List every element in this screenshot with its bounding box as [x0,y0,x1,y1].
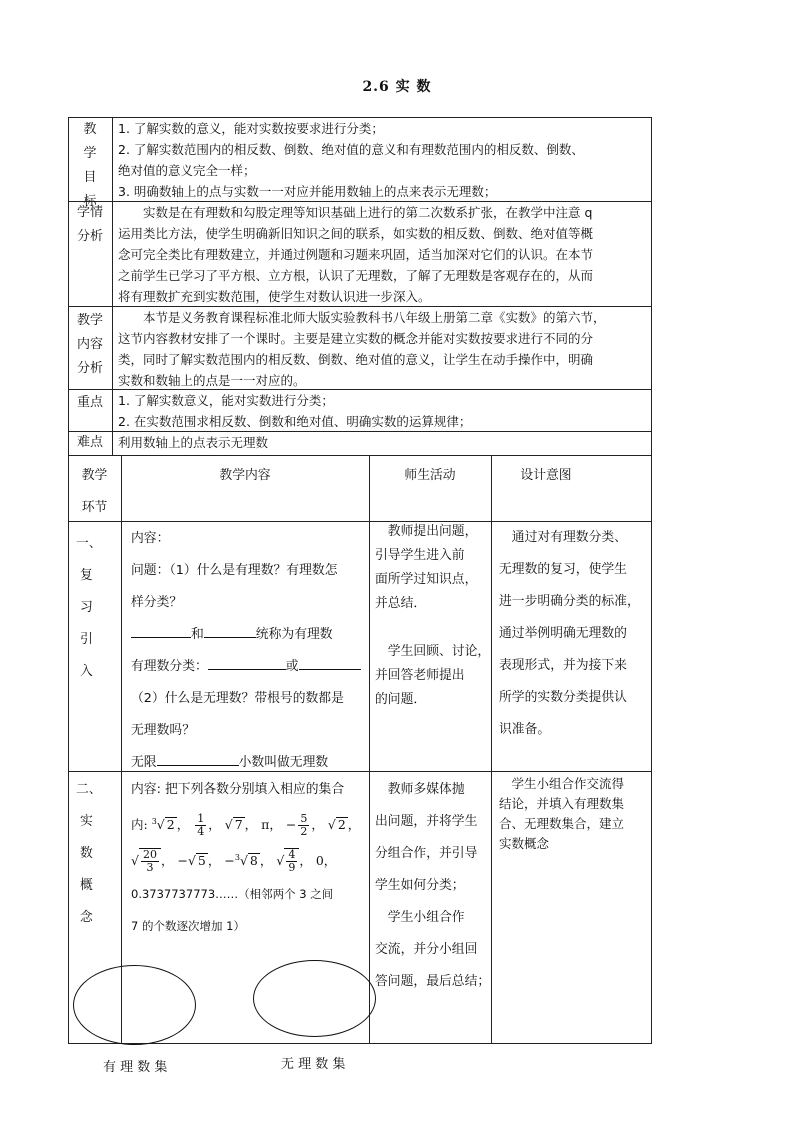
page-title: 2.6 实 数 [362,79,432,95]
key-points-text: 1. 了解实数意义，能对实数进行分类； 2. 在实数范围求相反数、倒数和绝对值、明确实数的运算规律； [118,393,472,429]
key-points-label: 重点 [76,395,103,410]
review-intent: 通过对有理数分类、 无理数的复习，使学生 进一步明确分类的标准， 通过举例明确无理数的 表现形式，并为接下来 所学的实数分类提供认 识准备。 [499,530,640,737]
header-intent: 设计意图 [520,468,572,483]
situation-label: 学情 分析 [76,205,103,244]
situation-text: 实数是在有理数和勾股定理等知识基础上进行的第二次数系扩张，在教学中注意 q 运用类比方法，使学生明确新旧知识之间的联系，如实数的相反数、倒数、绝对值等概 念可完全类比有理数建立，并通过例题和习题来巩固，适当加深对它们的认识。在本节 之前学生已学习了平方根、立方根，认识了无理数，了解了无理数是客观存在的，从而 将有理数扩充到实数范围，使学生对数认识进一步深入。 [118,205,594,304]
objectives-text: 1. 了解实数的意义，能对实数按要求进行分类； 2. 了解实数范围内的相反数、倒数、绝对值的意义和有理数范围内的相反数、倒数、 绝对值的意义完全一样； 3. 明确数轴上的点与实数一一对应并能用数轴上的点来表示无理数； [118,121,584,199]
concept-intent: 学生小组合作交流得 结论，并填入有理数集 合、无理数集合，建立 实数概念 [499,776,625,851]
concept-stage: 二、 实 数 概 念 [76,782,102,925]
irrational-set-label: 无 理 数 集 [281,1057,346,1072]
concept-content: 内容: 把下列各数分别填入相应的集合 内: $^3$√ 2 ， $\frac{1}{4}$ ， √ 7 ， π， − $\frac{5}{2}$ ， √ 2 ， √ $\frac{20}{3}$ ， −√ 5 ， −$^3$√ 8 ， √ $\frac{4}{9}$ ， 0， 0.3737737773……（相邻两个 3 之间 7 的个数逐次增加 1） [131,782,361,933]
rational-set-label: 有 理 数 集 [103,1060,168,1075]
review-activity: 教师提出问题， 引导学生进入前 面所学过知识点， 并总结． 学生回顾、讨论， 并回答老师提出 的问题． [375,524,491,707]
content-analysis-label: 教学 内容 分析 [76,313,103,376]
rational-set-ellipse [73,965,196,1045]
review-stage: 一、 复 习 引 入 [76,536,102,679]
content-analysis-text: 本节是义务教育课程标准北师大版实验教科书八年级上册第二章《实数》的第六节， 这节内容教材安排了一个课时。主要是建立实数的概念并能对实数按要求进行不同的分 类，同时了解实数范围内的相反数、倒数、绝对值的意义，让学生在动手操作中，明确 实数和数轴上的点是一一对应的。 [118,310,606,388]
header-activity: 师生活动 [404,468,456,483]
review-content: 内容： 问题：（1）什么是有理数？有理数怎 样分类？ 和 统称为有理数 有理数分类： 或 （2）什么是无理数？带根号的数都是 无理数吗？ 无限 小数叫做无理数 [131,523,361,779]
irrational-set-ellipse [253,960,376,1037]
objectives-label: 教 学 目 标 [83,122,97,209]
header-content: 教学内容 [219,468,271,483]
difficulty-label: 难点 [76,435,103,450]
difficulty-text: 利用数轴上的点表示无理数 [118,435,269,450]
concept-activity: 教师多媒体抛 出问题，并将学生 分组合作，并引导 学生如何分类； 学生小组合作 交流，并分小组回 答问题，最后总结； [375,782,491,989]
header-stage: 教学 环节 [81,468,108,515]
